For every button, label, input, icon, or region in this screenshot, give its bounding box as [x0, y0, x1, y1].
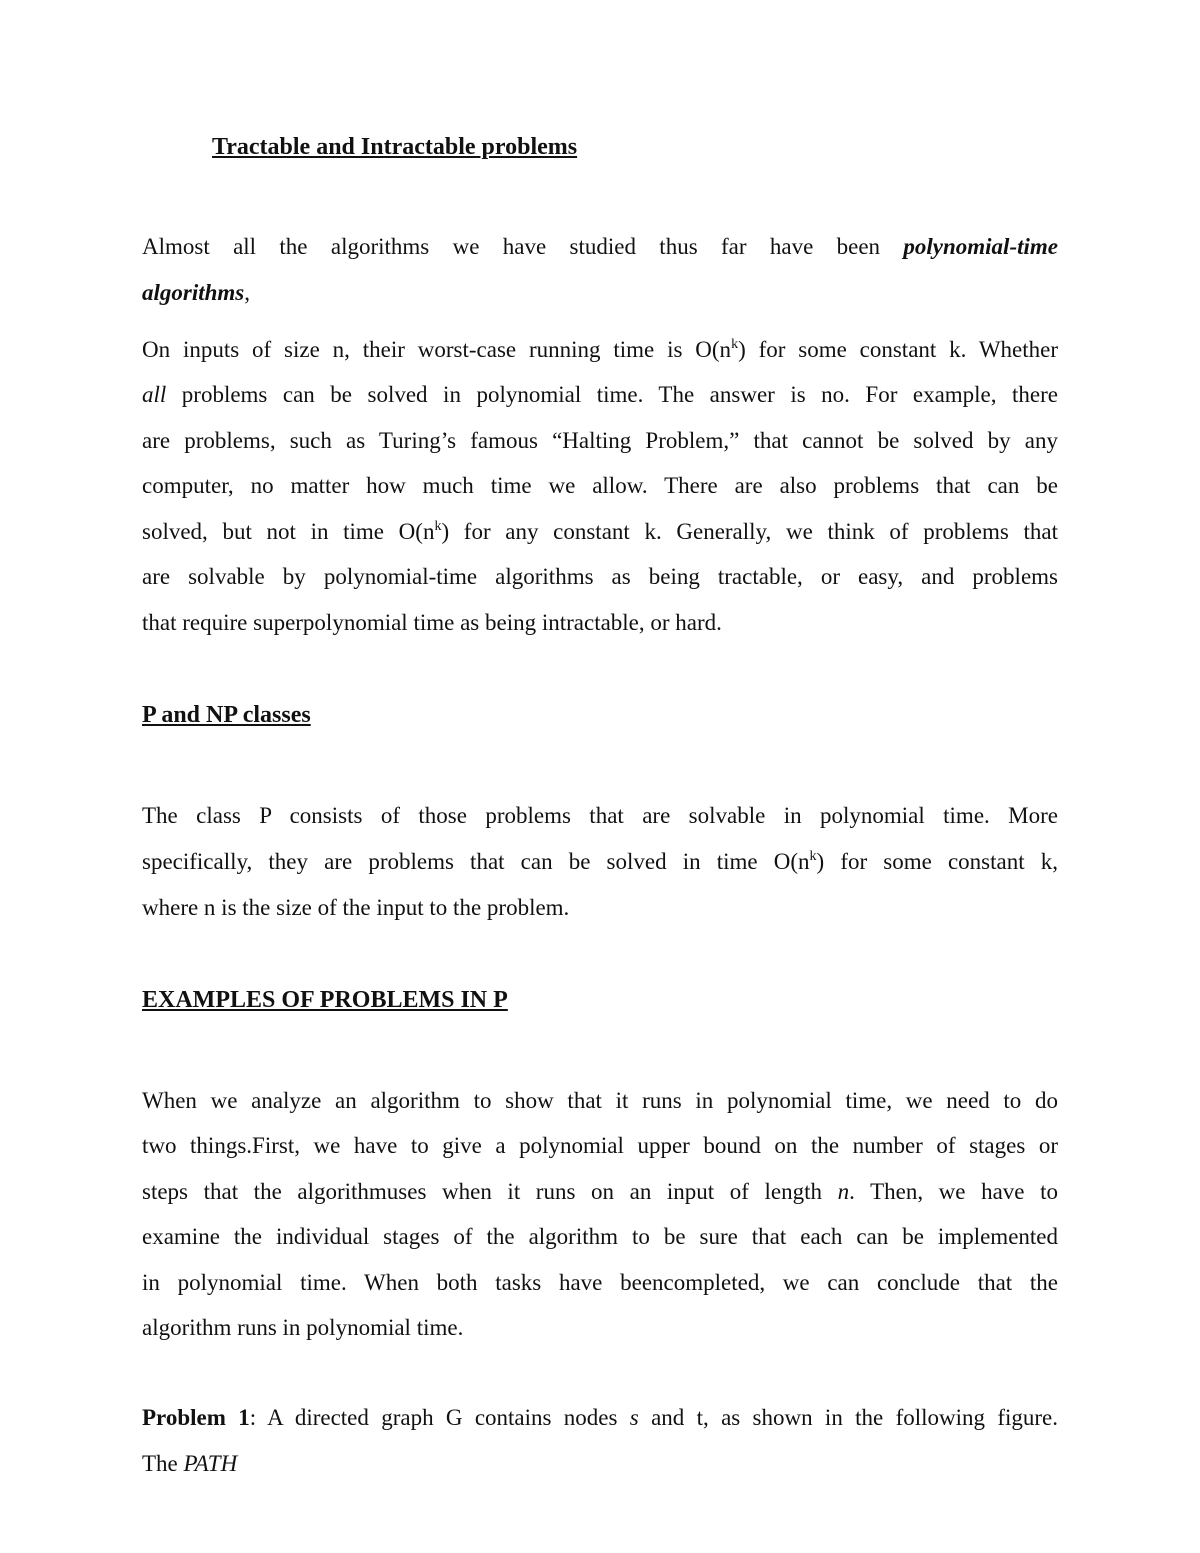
superscript: k [809, 849, 817, 864]
intro-line-1 [142, 234, 1058, 260]
emphasis: PATH [183, 1451, 238, 1476]
text: . Then, we have to [849, 1179, 1058, 1204]
text: On inputs of size n, their worst-case running time is O(n [142, 337, 732, 362]
class-p-line-3: where n is the size of the input to the problem. [142, 895, 570, 920]
problem-1-line-1 [142, 1405, 1058, 1431]
text: The [142, 1451, 184, 1476]
intro-line-8: are solvable by polynomial-time algorithms as being tractable, or easy, and problems [142, 564, 1058, 589]
emphasis: n [837, 1179, 850, 1204]
text: problems can be solved in polynomial time. The answer is no. For example, there [166, 382, 1058, 407]
intro-line-6: computer, no matter how much time we allow. There are also problems that can be [142, 473, 1058, 498]
text: steps that the algorithmuses when it runs on an input of length [142, 1179, 838, 1204]
intro-line-5: are problems, such as Turing’s famous “Halting Problem,” that cannot be solved by any [142, 428, 1058, 453]
text: ) for some constant k, [816, 849, 1058, 874]
problem-label: Problem 1 [142, 1405, 250, 1430]
text: Almost all the algorithms we have studied thus far have been [142, 234, 904, 259]
heading-tractable: Tractable and Intractable problems [212, 134, 578, 160]
emphasis: polynomial-time [903, 234, 1058, 259]
intro-line-3 [142, 337, 1058, 363]
text: ) for any constant k. Generally, we think of problems that [441, 519, 1058, 544]
superscript: k [434, 519, 442, 534]
text: : A directed graph G contains nodes [249, 1405, 630, 1430]
intro-line-9: that require superpolynomial time as being intractable, or hard. [142, 610, 722, 635]
class-p-line-1: The class P consists of those problems that are solvable in polynomial time. More [142, 803, 1058, 828]
analyze-line-6: algorithm runs in polynomial time. [142, 1315, 464, 1340]
text: and t, as shown in the following figure. [638, 1405, 1058, 1430]
heading-p-np: P and NP classes [142, 702, 311, 728]
intro-line-2 [142, 280, 250, 306]
analyze-line-3 [142, 1179, 1058, 1205]
intro-line-4 [142, 382, 1058, 408]
text: solved, but not in time O(n [142, 519, 435, 544]
emphasis: algorithms [142, 280, 245, 305]
analyze-line-2: two things.First, we have to give a polynomial upper bound on the number of stages or [142, 1133, 1058, 1158]
emphasis: all [142, 382, 167, 407]
problem-1-line-2 [142, 1451, 237, 1477]
intro-line-7 [142, 519, 1058, 545]
text: specifically, they are problems that can be solved in time O(n [142, 849, 810, 874]
analyze-line-1: When we analyze an algorithm to show that it runs in polynomial time, we need to do [142, 1088, 1058, 1113]
class-p-line-2 [142, 849, 1058, 875]
superscript: k [731, 337, 739, 352]
emphasis: s [629, 1405, 639, 1430]
heading-examples: EXAMPLES OF PROBLEMS IN P [142, 987, 508, 1013]
text: , [244, 280, 251, 305]
analyze-line-4: examine the individual stages of the algorithm to be sure that each can be implemented [142, 1224, 1058, 1249]
text: ) for some constant k. Whether [738, 337, 1059, 362]
analyze-line-5: in polynomial time. When both tasks have beencompleted, we can conclude that the [142, 1270, 1058, 1295]
